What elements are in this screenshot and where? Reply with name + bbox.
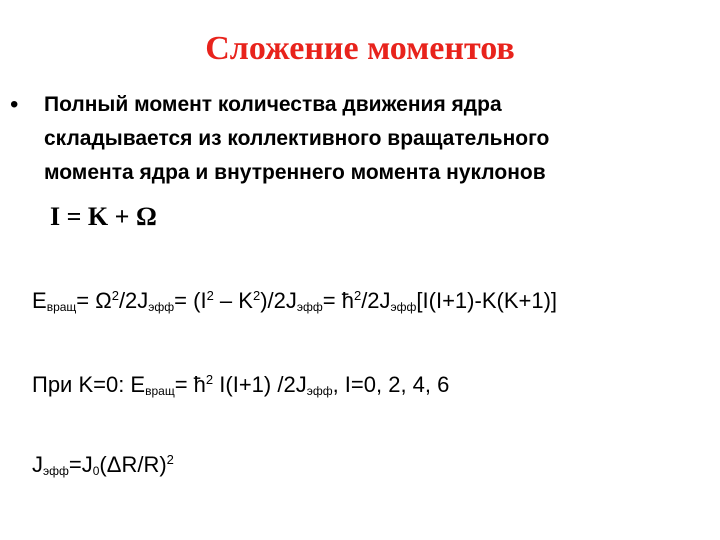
formula-text: = Ω: [76, 288, 112, 313]
formula-text: , I=0, 2, 4, 6: [332, 372, 450, 397]
superscript: 2: [353, 288, 362, 303]
formula-text: При K=0: E: [32, 372, 146, 397]
subscript: вращ: [46, 300, 77, 314]
rotational-energy-formula: [32, 288, 557, 314]
formula-text: E: [32, 288, 47, 313]
formula-text: = ħ: [322, 288, 354, 313]
formula-text: /2J: [361, 288, 391, 313]
formula-text: [I(I+1)-K(K+1)]: [416, 288, 558, 313]
formula-text: )/2J: [260, 288, 297, 313]
subscript: эфф: [148, 300, 175, 314]
superscript: 2: [205, 372, 214, 387]
formula-text: (ΔR/R): [99, 452, 167, 477]
formula-text: J: [32, 452, 43, 477]
formula-text: = (I: [174, 288, 207, 313]
slide-title: Сложение моментов: [205, 30, 515, 67]
superscript: 2: [111, 288, 119, 303]
subscript: эфф: [306, 384, 333, 398]
bullet-line-2: складывается из коллективного вращательного: [44, 127, 550, 150]
formula-text: – K: [213, 288, 253, 313]
main-equation: I = K + Ω: [50, 202, 157, 231]
k-zero-formula: [32, 372, 449, 398]
superscript: 2: [252, 288, 261, 303]
formula-text: I(I+1) /2J: [213, 372, 307, 397]
superscript: 2: [206, 288, 214, 303]
subscript: эфф: [390, 300, 417, 314]
bullet-line-1: Полный момент количества движения ядра: [44, 93, 502, 116]
superscript: 2: [166, 452, 174, 467]
formula-text: =J: [68, 452, 93, 477]
bullet-icon: •: [10, 91, 19, 118]
formula-text: = ħ: [174, 372, 206, 397]
subscript: вращ: [145, 384, 175, 398]
bullet-text: [44, 88, 694, 190]
subscript: эфф: [296, 300, 323, 314]
subscript: эфф: [43, 464, 69, 478]
bullet-line-3: момента ядра и внутреннего момента нуклонов: [44, 161, 546, 184]
formula-text: /2J: [118, 288, 149, 313]
effective-moment-formula: [32, 452, 174, 478]
subscript: 0: [92, 464, 100, 478]
